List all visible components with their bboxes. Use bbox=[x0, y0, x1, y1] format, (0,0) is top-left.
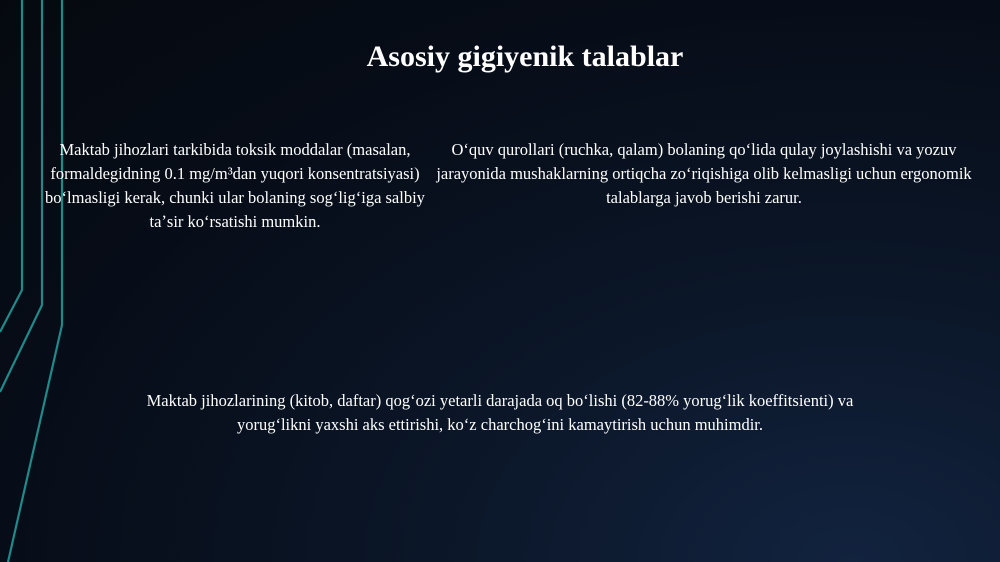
accent-line-inner bbox=[0, 0, 22, 332]
slide-title: Asosiy gigiyenik talablar bbox=[366, 40, 684, 73]
paragraph-ergonomics: Oʻquv qurollari (ruchka, qalam) bolaning qoʻlida qulay joylashishi va yozuv jarayonida mushaklarning ortiqcha zoʻriqishiga olib kelmasligi uchun ergonomik talablarga javob berishi zarur. bbox=[436, 140, 972, 207]
paragraph-toxic-substances: Maktab jihozlari tarkibida toksik moddalar (masalan, formaldegidning 0.1 mg/m³dan yuqori konsentratsiyasi) boʻlmasligi kerak, chunki ular bolaning sogʻligʻiga salbiy taʼsir koʻrsatishi mumkin. bbox=[45, 140, 425, 231]
decorative-accent-lines bbox=[0, 0, 80, 562]
paragraph-paper-whiteness: Maktab jihozlarining (kitob, daftar) qogʻozi yetarli darajada oq boʻlishi (82-88% yorugʻlik koeffitsienti) va yorugʻlikni yaxshi aks ettirishi, koʻz charchogʻini kamaytirish uchun muhimdir. bbox=[146, 391, 854, 434]
accent-line-outer bbox=[8, 0, 62, 562]
